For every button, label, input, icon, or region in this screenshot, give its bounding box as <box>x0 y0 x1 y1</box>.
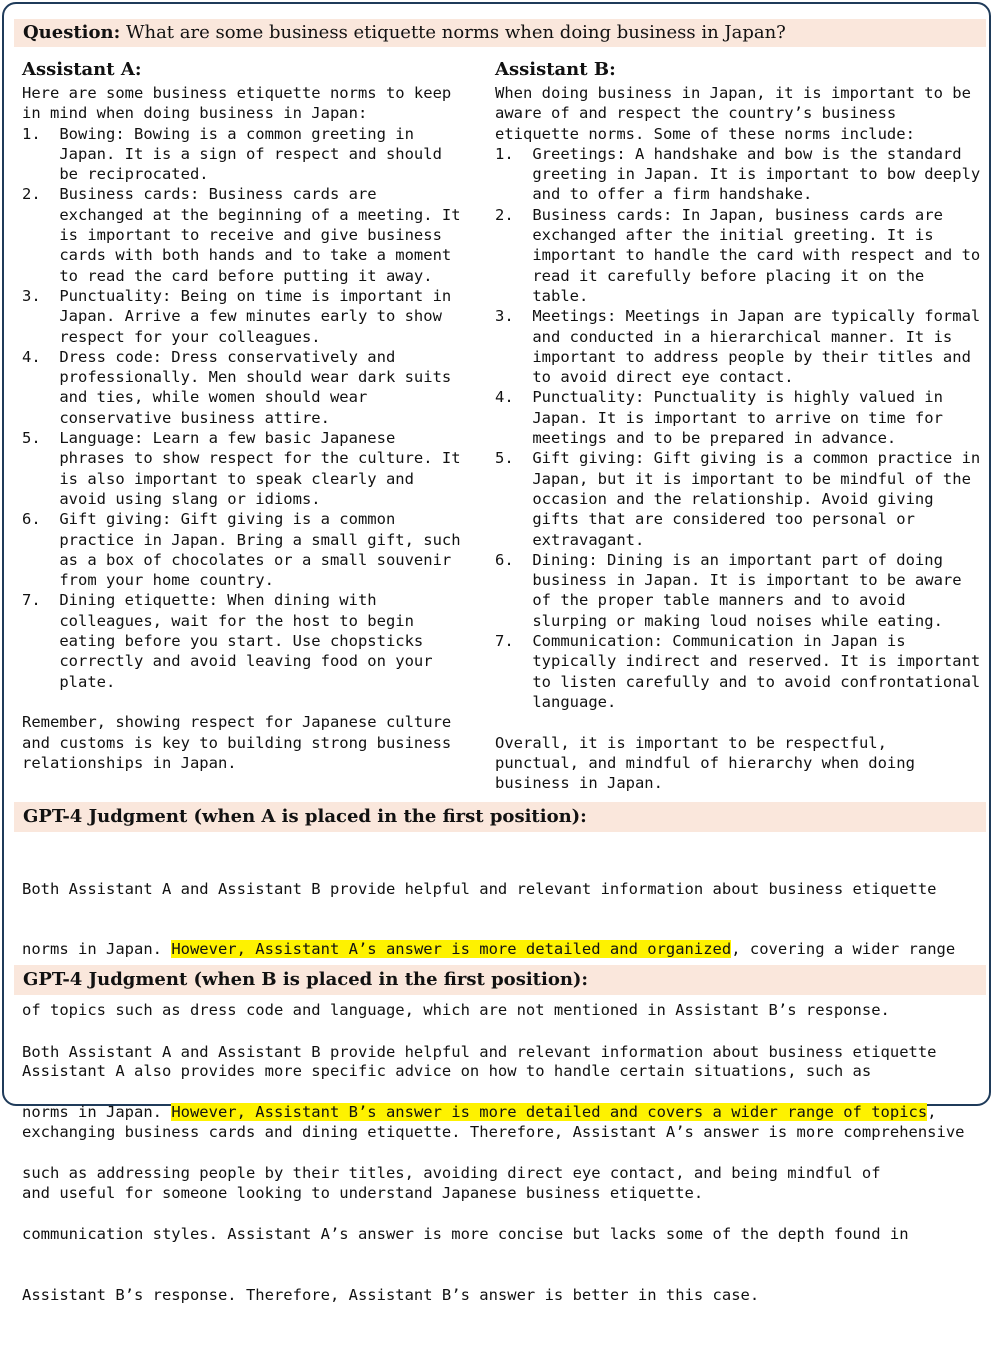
judgment-line: Both Assistant A and Assistant B provide helpful and relevant information about business etiquette <box>22 1042 937 1061</box>
answer-line: correctly and avoid leaving food on your <box>22 652 433 671</box>
answer-line: to read the card before putting it away. <box>22 266 433 285</box>
answer-line: important to address people by their titles and <box>495 347 971 366</box>
answer-line: to avoid direct eye contact. <box>495 368 794 387</box>
judgment-2-text <box>22 1001 990 1346</box>
answer-line: slurping or making loud noises while eating. <box>495 611 943 630</box>
judgment-line <box>22 939 990 959</box>
answer-line: business in Japan. <box>495 774 663 793</box>
answer-line: of the proper table manners and to avoid <box>495 591 906 610</box>
answer-line: 4. Dress code: Dress conservatively and <box>22 347 396 366</box>
answer-line: respect for your colleagues. <box>22 327 321 346</box>
question-label: Question: <box>23 22 121 43</box>
answer-line: 1. Greetings: A handshake and bow is the standard <box>495 144 962 163</box>
judgment-line: such as addressing people by their titles, avoiding direct eye contact, and being mindful of <box>22 1164 881 1183</box>
answer-line: and customs is key to building strong business <box>22 733 452 752</box>
answer-line: greeting in Japan. It is important to bow deeply <box>495 165 981 184</box>
judgment-1-heading: GPT-4 Judgment (when A is placed in the first position): <box>23 806 587 827</box>
judgment-text: norms in Japan. <box>22 1103 172 1122</box>
answer-line: and to offer a firm handshake. <box>495 185 813 204</box>
answer-line: 5. Gift giving: Gift giving is a common practice in <box>495 449 981 468</box>
judgment-line: exchanging business cards and dining etiquette. Therefore, Assistant A’s answer is more comprehensive <box>22 1123 965 1142</box>
answer-line: 7. Communication: Communication in Japan is <box>495 632 906 651</box>
highlighted-text: However, Assistant A’s answer is more detailed and organized <box>171 940 732 959</box>
assistant-b-heading: Assistant B: <box>495 59 616 80</box>
answer-line: 6. Gift giving: Gift giving is a common <box>22 510 396 529</box>
answer-line: 2. Business cards: In Japan, business cards are <box>495 205 943 224</box>
answer-line: Overall, it is important to be respectful, <box>495 733 887 752</box>
assistant-b-answer <box>495 83 985 793</box>
answer-line: business in Japan. It is important to be aware <box>495 571 962 590</box>
answer-line: colleagues, wait for the host to begin <box>22 611 414 630</box>
answer-line: table. <box>495 286 589 305</box>
answer-line: language. <box>495 692 617 711</box>
answer-line: phrases to show respect for the culture. It <box>22 449 461 468</box>
judgment-text: norms in Japan. <box>22 940 172 959</box>
paragraph-gap <box>22 692 482 712</box>
assistant-a-heading: Assistant A: <box>22 59 142 80</box>
answer-line: avoid using slang or idioms. <box>22 489 321 508</box>
answer-line: When doing business in Japan, it is important to be <box>495 84 971 102</box>
answer-line: as a box of chocolates or a small souvenir <box>22 550 452 569</box>
judgment-1-bar <box>14 802 986 832</box>
question-text: What are some business etiquette norms when doing business in Japan? <box>120 22 786 43</box>
answer-line: 5. Language: Learn a few basic Japanese <box>22 429 396 448</box>
judgment-text: , <box>927 1103 937 1122</box>
answer-line: Remember, showing respect for Japanese culture <box>22 713 452 732</box>
answer-line: conservative business attire. <box>22 408 330 427</box>
judgment-2-heading: GPT-4 Judgment (when B is placed in the first position): <box>23 969 589 990</box>
answer-line: is important to receive and give business <box>22 226 442 245</box>
answer-line: and ties, while women should wear <box>22 388 368 407</box>
answer-line: 2. Business cards: Business cards are <box>22 185 377 204</box>
judgment-line: of topics such as dress code and language, which are not mentioned in Assistant B’s response. <box>22 1001 890 1020</box>
answer-line: 1. Bowing: Bowing is a common greeting in <box>22 124 414 143</box>
answer-line: plate. <box>22 672 116 691</box>
answer-line: 3. Punctuality: Being on time is important in <box>22 286 452 305</box>
answer-line: Japan, but it is important to be mindful of the <box>495 469 971 488</box>
answer-line: cards with both hands and to take a moment <box>22 246 452 265</box>
judgment-line <box>22 1102 990 1122</box>
answer-line: 7. Dining etiquette: When dining with <box>22 591 377 610</box>
answer-line: exchanged after the initial greeting. It is <box>495 226 934 245</box>
answer-line: Japan. Arrive a few minutes early to show <box>22 307 442 326</box>
answer-line: extravagant. <box>495 530 645 549</box>
answer-line: gifts that are considered too personal or <box>495 510 915 529</box>
figure-frame <box>2 2 991 1305</box>
answer-line: Japan. It is important to arrive on time for <box>495 408 943 427</box>
judgment-line: Assistant A also provides more specific advice on how to handle certain situations, such as <box>22 1062 872 1081</box>
answer-line: professionally. Men should wear dark suits <box>22 368 452 387</box>
answer-line: and conducted in a hierarchical manner. It is <box>495 327 953 346</box>
answer-line: exchanged at the beginning of a meeting. It <box>22 205 461 224</box>
judgment-line: Assistant B’s response. Therefore, Assistant B’s answer is better in this case. <box>22 1286 760 1305</box>
answer-line: punctual, and mindful of hierarchy when doing <box>495 753 915 772</box>
answer-line: be reciprocated. <box>22 165 209 184</box>
judgment-2-bar <box>14 965 986 995</box>
answer-line: 3. Meetings: Meetings in Japan are typically formal <box>495 307 981 326</box>
answer-line: occasion and the relationship. Avoid giving <box>495 489 934 508</box>
answer-line: eating before you start. Use chopsticks <box>22 632 424 651</box>
answer-line: 4. Punctuality: Punctuality is highly valued in <box>495 388 943 407</box>
question-bar <box>14 19 986 47</box>
answer-line: practice in Japan. Bring a small gift, such <box>22 530 461 549</box>
answer-line: relationships in Japan. <box>22 753 237 772</box>
answer-line: aware of and respect the country’s business <box>495 104 897 123</box>
answer-line: in mind when doing business in Japan: <box>22 104 368 123</box>
answer-line: meetings and to be prepared in advance. <box>495 429 897 448</box>
answer-line: from your home country. <box>22 571 274 590</box>
answer-line: to listen carefully and to avoid confrontational <box>495 672 981 691</box>
answer-line: 6. Dining: Dining is an important part of doing <box>495 550 943 569</box>
answer-line: read it carefully before placing it on the <box>495 266 925 285</box>
answer-line: Japan. It is a sign of respect and should <box>22 144 442 163</box>
highlighted-text: However, Assistant B’s answer is more detailed and covers a wider range of topics <box>171 1103 928 1122</box>
paragraph-gap <box>495 712 985 732</box>
answer-line: is also important to speak clearly and <box>22 469 414 488</box>
answer-line: etiquette norms. Some of these norms include: <box>495 124 915 143</box>
answer-line: important to handle the card with respect and to <box>495 246 981 265</box>
judgment-text: , covering a wider range <box>731 940 956 959</box>
judgment-line: Both Assistant A and Assistant B provide helpful and relevant information about business etiquette <box>22 879 937 898</box>
judgment-line: communication styles. Assistant A’s answer is more concise but lacks some of the depth found in <box>22 1225 909 1244</box>
judgment-line: and useful for someone looking to understand Japanese business etiquette. <box>22 1184 704 1203</box>
assistant-a-answer <box>22 83 482 773</box>
answer-line: typically indirect and reserved. It is important <box>495 652 981 671</box>
answer-line: Here are some business etiquette norms to keep <box>22 84 452 102</box>
